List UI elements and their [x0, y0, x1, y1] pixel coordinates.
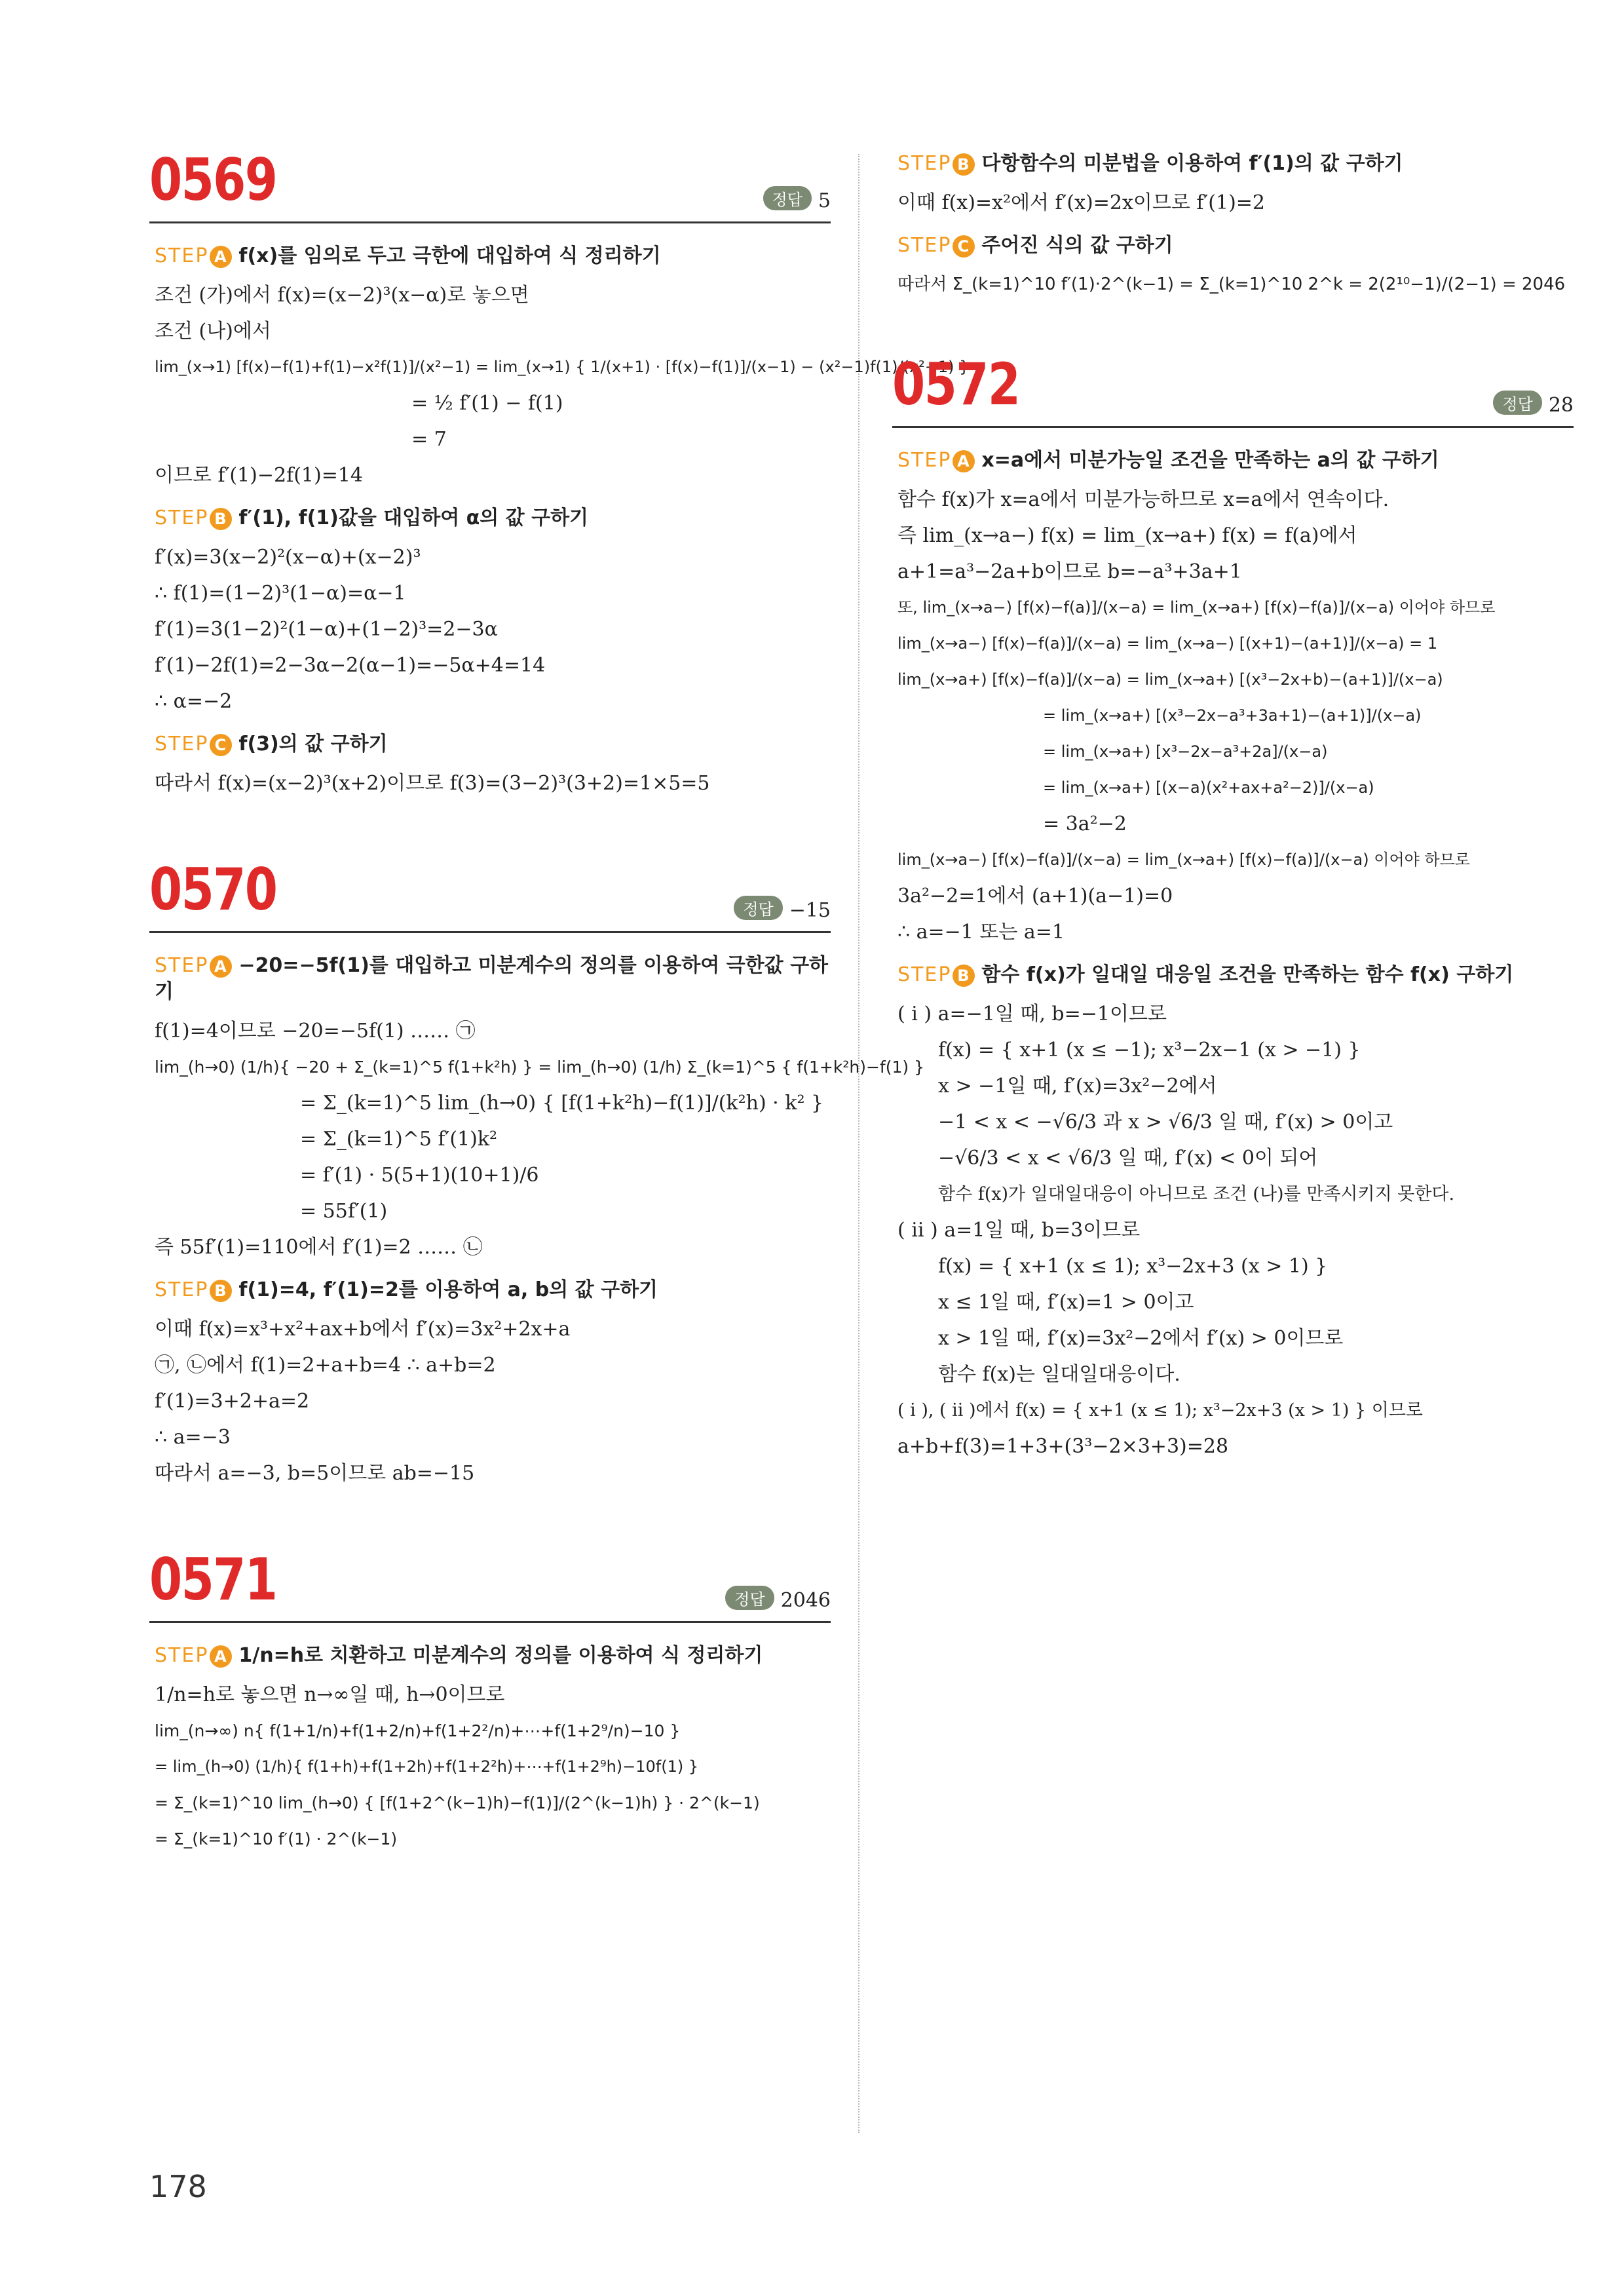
step-heading [897, 448, 1574, 474]
math-line: ∴ α=−2 [155, 690, 233, 713]
math-line: f′(1)−2f(1)=2−3α−2(α−1)=−5α+4=14 [155, 654, 546, 677]
solution-line: 함수 f(x)는 일대일대응이다. [938, 1363, 1180, 1386]
math-line: = lim_(x→a+) [(x−a)(x²+ax+a²−2)]/(x−a) [1043, 778, 1374, 797]
math-line: = Σ_(k=1)^5 f′(1)k² [300, 1128, 498, 1151]
math-line: ∴ f(1)=(1−2)³(1−α)=α−1 [155, 582, 406, 605]
step-heading [155, 505, 831, 531]
step-letter: A [210, 246, 232, 268]
step-heading [897, 151, 1574, 177]
answer [763, 186, 831, 212]
problem-number: 0569 [149, 146, 277, 214]
answer-value: 28 [1548, 394, 1574, 417]
math-line: f(x) = { x+1 (x ≤ 1); x³−2x+3 (x > 1) } [938, 1255, 1328, 1278]
step-title: f(3)의 값 구하기 [238, 733, 388, 756]
answer-badge: 정답 [725, 1586, 774, 1610]
math-line: lim_(x→a−) [f(x)−f(a)]/(x−a) = lim_(x→a−) [(x+1)−(a+1)]/(x−a) = 1 [897, 634, 1438, 653]
problem-number: 0571 [149, 1546, 277, 1613]
math-line: ∴ a=−1 또는 a=1 [897, 921, 1065, 944]
math-line: ∴ a=−3 [155, 1426, 231, 1449]
step-heading [155, 731, 831, 757]
math-line: lim_(x→1) [f(x)−f(1)+f(1)−x²f(1)]/(x²−1) = lim_(x→1) { 1/(x+1) · [f(x)−f(1)]/(x−1) − (x²−1)f(1)/(x²−1) } [155, 358, 970, 376]
math-line: = lim_(x→a+) [(x³−2x−a³+3a+1)−(a+1)]/(x−a) [1043, 706, 1422, 725]
math-line: a+1=a³−2a+b이므로 b=−a³+3a+1 [897, 560, 1242, 583]
step-heading [155, 1277, 831, 1303]
step-letter: C [953, 235, 975, 258]
step-tag: STEP B [897, 963, 975, 986]
answer-badge: 정답 [734, 896, 782, 920]
math-line: 즉 lim_(x→a−) f(x) = lim_(x→a+) f(x) = f(a)에서 [897, 524, 1357, 547]
step-letter: B [953, 153, 975, 176]
step-tag: STEP A [155, 244, 232, 267]
case-line: ( i ) a=−1일 때, b=−1이므로 [897, 1003, 1167, 1025]
step-tag: STEP A [897, 449, 975, 472]
math-line: −1 < x < −√6/3 과 x > √6/3 일 때, f′(x) > 0이고 [938, 1111, 1393, 1134]
math-line: 3a²−2=1에서 (a+1)(a−1)=0 [897, 885, 1173, 908]
problem-0572 [892, 349, 1574, 1464]
answer [734, 896, 831, 922]
step-title: x=a에서 미분가능일 조건을 만족하는 a의 값 구하기 [981, 449, 1439, 472]
answer [1493, 391, 1574, 417]
math-line: −√6/3 < x < √6/3 일 때, f′(x) < 0이 되어 [938, 1147, 1318, 1170]
case-line: ( ii ) a=1일 때, b=3이므로 [897, 1219, 1141, 1242]
math-line: 이때 f(x)=x²에서 f′(x)=2x이므로 f′(1)=2 [897, 191, 1265, 214]
step-letter: B [210, 508, 232, 530]
math-line: x > −1일 때, f′(x)=3x²−2에서 [938, 1075, 1217, 1098]
answer-badge: 정답 [1493, 391, 1541, 415]
math-line: = f′(1) · 5(5+1)(10+1)/6 [300, 1164, 539, 1187]
step-heading [897, 962, 1574, 988]
step-letter: B [210, 1280, 232, 1302]
math-line: 따라서 a=−3, b=5이므로 ab=−15 [155, 1462, 475, 1485]
step-tag: STEP B [897, 152, 975, 175]
math-line: lim_(n→∞) n{ f(1+1/n)+f(1+2/n)+f(1+2²/n)+⋯+f(1+2⁹/n)−10 } [155, 1721, 681, 1740]
right-column [892, 151, 1574, 1464]
problem-number: 0570 [149, 856, 277, 923]
answer-value: 2046 [780, 1589, 831, 1612]
step-letter: B [953, 965, 975, 987]
step-title: f(1)=4, f′(1)=2를 이용하여 a, b의 값 구하기 [238, 1278, 658, 1301]
step-letter: A [210, 955, 232, 978]
problem-number: 0572 [892, 351, 1020, 418]
step-title: −20=−5f(1)를 대입하고 미분계수의 정의를 이용하여 극한값 구하기 [155, 954, 829, 1003]
step-tag: STEP C [897, 234, 975, 257]
step-tag: STEP C [155, 733, 232, 756]
step-title: f(x)를 임의로 두고 극한에 대입하여 식 정리하기 [238, 244, 661, 267]
math-line: f′(1)=3(1−2)²(1−α)+(1−2)³=2−3α [155, 618, 498, 641]
solution-line: 함수 f(x)가 x=a에서 미분가능하므로 x=a에서 연속이다. [897, 488, 1389, 511]
step-heading [155, 243, 831, 269]
solution-line: 조건 (나)에서 [155, 320, 271, 343]
math-line: = 7 [411, 428, 447, 451]
step-tag: STEP B [155, 507, 232, 529]
math-line: = lim_(h→0) (1/h){ f(1+h)+f(1+2h)+f(1+2²h)+⋯+f(1+2⁹h)−10f(1) } [155, 1757, 699, 1776]
step-title: 주어진 식의 값 구하기 [981, 234, 1173, 257]
problem-0571 [149, 1544, 831, 1857]
math-line: a+b+f(3)=1+3+(3³−2×3+3)=28 [897, 1435, 1229, 1458]
problem-header [892, 349, 1574, 428]
answer-badge: 정답 [763, 186, 812, 210]
math-line: lim_(x→a−) [f(x)−f(a)]/(x−a) = lim_(x→a+) [f(x)−f(a)]/(x−a) 이어야 하므로 [897, 851, 1470, 869]
answer [725, 1586, 831, 1612]
problem-0570 [149, 854, 924, 1491]
math-line: = ½ f′(1) − f(1) [411, 392, 563, 415]
step-title: f′(1), f(1)값을 대입하여 α의 값 구하기 [238, 507, 589, 529]
problem-0571-continued [892, 151, 1574, 303]
step-title: 함수 f(x)가 일대일 대응일 조건을 만족하는 함수 f(x) 구하기 [981, 963, 1514, 986]
math-line: 또, lim_(x→a−) [f(x)−f(a)]/(x−a) = lim_(x→a+) [f(x)−f(a)]/(x−a) 이어야 하므로 [897, 598, 1496, 617]
problem-header [149, 854, 831, 933]
solution-line: 이므로 f′(1)−2f(1)=14 [155, 464, 364, 487]
math-line: 이때 f(x)=x³+x²+ax+b에서 f′(x)=3x²+2x+a [155, 1318, 571, 1341]
solution-line: 조건 (가)에서 f(x)=(x−2)³(x−α)로 놓으면 [155, 284, 529, 307]
math-line: x ≤ 1일 때, f′(x)=1 > 0이고 [938, 1291, 1194, 1314]
answer-value: −15 [789, 899, 831, 922]
page-number: 178 [149, 2169, 207, 2204]
step-heading [897, 233, 1574, 259]
math-line: = Σ_(k=1)^10 f′(1) · 2^(k−1) [155, 1829, 398, 1848]
step-tag: STEP B [155, 1278, 232, 1301]
math-line: ㉠, ㉡에서 f(1)=2+a+b=4 ∴ a+b=2 [155, 1354, 496, 1377]
math-line: x > 1일 때, f′(x)=3x²−2에서 f′(x) > 0이므로 [938, 1327, 1344, 1350]
math-line: 1/n=h로 놓으면 n→∞일 때, h→0이므로 [155, 1683, 505, 1706]
step-title: 1/n=h로 치환하고 미분계수의 정의를 이용하여 식 정리하기 [238, 1644, 763, 1667]
answer-value: 5 [818, 189, 831, 212]
problem-header [149, 1544, 831, 1623]
math-line: = lim_(x→a+) [x³−2x−a³+2a]/(x−a) [1043, 742, 1328, 761]
step-letter: A [953, 450, 975, 472]
step-heading [155, 953, 831, 1005]
solution-line: 따라서 f(x)=(x−2)³(x+2)이므로 f(3)=(3−2)³(3+2)=1×5=5 [155, 772, 710, 795]
step-heading [155, 1643, 831, 1669]
math-line: f(1)=4이므로 −20=−5f(1) …… ㉠ [155, 1020, 476, 1043]
math-line: f(x) = { x+1 (x ≤ −1); x³−2x−1 (x > −1) } [938, 1039, 1361, 1062]
math-line: lim_(h→0) (1/h){ −20 + Σ_(k=1)^5 f(1+k²h) } = lim_(h→0) (1/h) Σ_(k=1)^5 { f(1+k²h)−f(1) } [155, 1058, 924, 1077]
math-line: f′(x)=3(x−2)²(x−α)+(x−2)³ [155, 546, 421, 569]
step-tag: STEP A [155, 1644, 232, 1667]
math-line: = Σ_(k=1)^10 lim_(h→0) { [f(1+2^(k−1)h)−f(1)]/(2^(k−1)h) } · 2^(k−1) [155, 1793, 760, 1812]
step-letter: A [210, 1645, 232, 1668]
math-line: ( i ), ( ii )에서 f(x) = { x+1 (x ≤ 1); x³−2x+3 (x > 1) } 이므로 [897, 1400, 1423, 1421]
solution-line: 함수 f(x)가 일대일대응이 아니므로 조건 (나)를 만족시키지 못한다. [938, 1184, 1455, 1204]
step-title: 다항함수의 미분법을 이용하여 f′(1)의 값 구하기 [981, 152, 1403, 175]
problem-header [149, 144, 831, 223]
math-line: = 55f′(1) [300, 1200, 388, 1223]
math-line: 따라서 Σ_(k=1)^10 f′(1)·2^(k−1) = Σ_(k=1)^10 2^k = 2(2¹⁰−1)/(2−1) = 2046 [897, 275, 1566, 294]
step-tag: STEP A [155, 954, 232, 977]
math-line: f′(1)=3+2+a=2 [155, 1390, 310, 1413]
math-line: = 3a²−2 [1043, 813, 1127, 835]
math-line: lim_(x→a+) [f(x)−f(a)]/(x−a) = lim_(x→a+) [(x³−2x+b)−(a+1)]/(x−a) [897, 670, 1443, 689]
step-letter: C [210, 734, 232, 756]
math-line: 즉 55f′(1)=110에서 f′(1)=2 …… ㉡ [155, 1236, 483, 1259]
column-divider [858, 154, 859, 2133]
math-line: = Σ_(k=1)^5 lim_(h→0) { [f(1+k²h)−f(1)]/(k²h) · k² } [300, 1092, 824, 1115]
